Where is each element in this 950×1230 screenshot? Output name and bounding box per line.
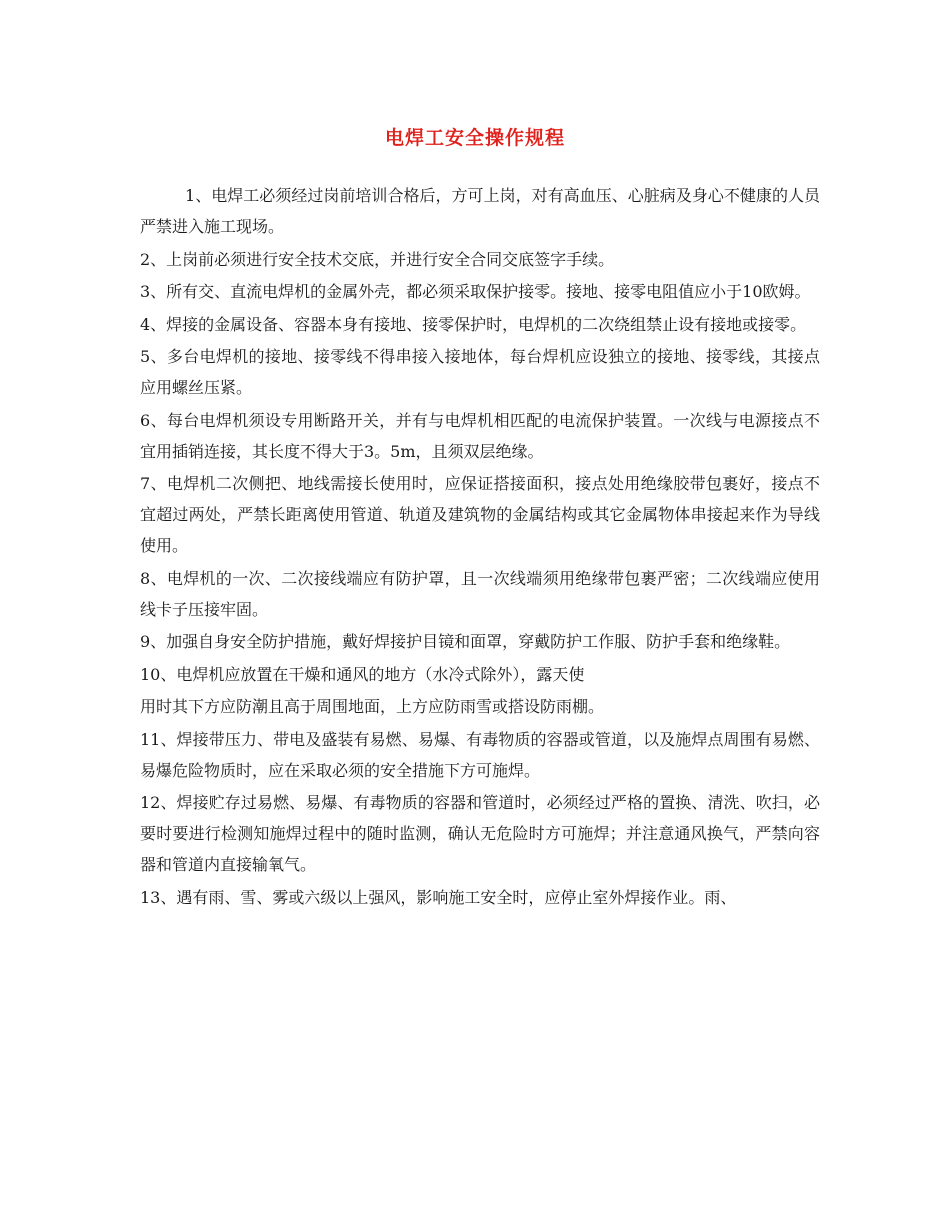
paragraph-2: 2、上岗前必须进行安全技术交底，并进行安全合同交底签字手续。 xyxy=(140,249,615,269)
paragraph-12: 12、焊接贮存过易燃、易爆、有毒物质的容器和管道时，必须经过严格的置换、清洗、吹扫，必要时要进行检测知施焊过程中的随时监测，确认无危险时方可施焊；并注意通风换气，严禁向容器和管道内直接输氧气。 xyxy=(140,793,820,874)
document-body xyxy=(140,180,820,914)
paragraph-8: 8、电焊机的一次、二次接线端应有防护罩，且一次线端须用绝缘带包裹严密；二次线端应使用线卡子压接牢固。 xyxy=(140,568,820,619)
paragraph-4: 4、焊接的金属设备、容器本身有接地、接零保护时，电焊机的二次绕组禁止设有接地或接零。 xyxy=(140,314,807,334)
paragraph-5: 5、多台电焊机的接地、接零线不得串接入接地体，每台焊机应设独立的接地、接零线，其接点应用螺丝压紧。 xyxy=(140,347,820,397)
paragraph-10: 10、电焊机应放置在干燥和通风的地方（水冷式除外），露天使 xyxy=(140,664,585,684)
paragraph-11: 11、焊接带压力、带电及盛装有易燃、易爆、有毒物质的容器或管道，以及施焊点周围有易燃、易爆危险物质时，应在采取必须的安全措施下方可施焊。 xyxy=(140,729,820,780)
document-title: 电焊工安全操作规程 xyxy=(384,127,565,149)
paragraph-6: 6、每台电焊机须设专用断路开关，并有与电焊机相匹配的电流保护装置。一次线与电源接点不宜用插销连接，其长度不得大于3。5m，且须双层绝缘。 xyxy=(140,410,820,461)
paragraph-13: 13、遇有雨、雪、雾或六级以上强风，影响施工安全时，应停止室外焊接作业。雨、 xyxy=(140,887,737,907)
paragraph-3: 3、所有交、直流电焊机的金属外壳，都必须采取保护接零。接地、接零电阻值应小于10欧姆。 xyxy=(140,282,811,301)
paragraph-7: 7、电焊机二次侧把、地线需接长使用时，应保证搭接面积，接点处用绝缘胶带包裹好，接点不宜超过两处，严禁长距离使用管道、轨道及建筑物的金属结构或其它金属物体串接起来作为导线使用。 xyxy=(140,474,820,555)
paragraph-10-continued: 用时其下方应防潮且高于周围地面，上方应防雨雪或搭设防雨棚。 xyxy=(140,697,605,716)
paragraph-1: 1、电焊工必须经过岗前培训合格后，方可上岗，对有高血压、心脏病及身心不健康的人员严禁进入施工现场。 xyxy=(140,186,820,236)
paragraph-9: 9、加强自身安全防护措施，戴好焊接护目镜和面罩，穿戴防护工作服、防护手套和绝缘鞋。 xyxy=(140,632,791,651)
